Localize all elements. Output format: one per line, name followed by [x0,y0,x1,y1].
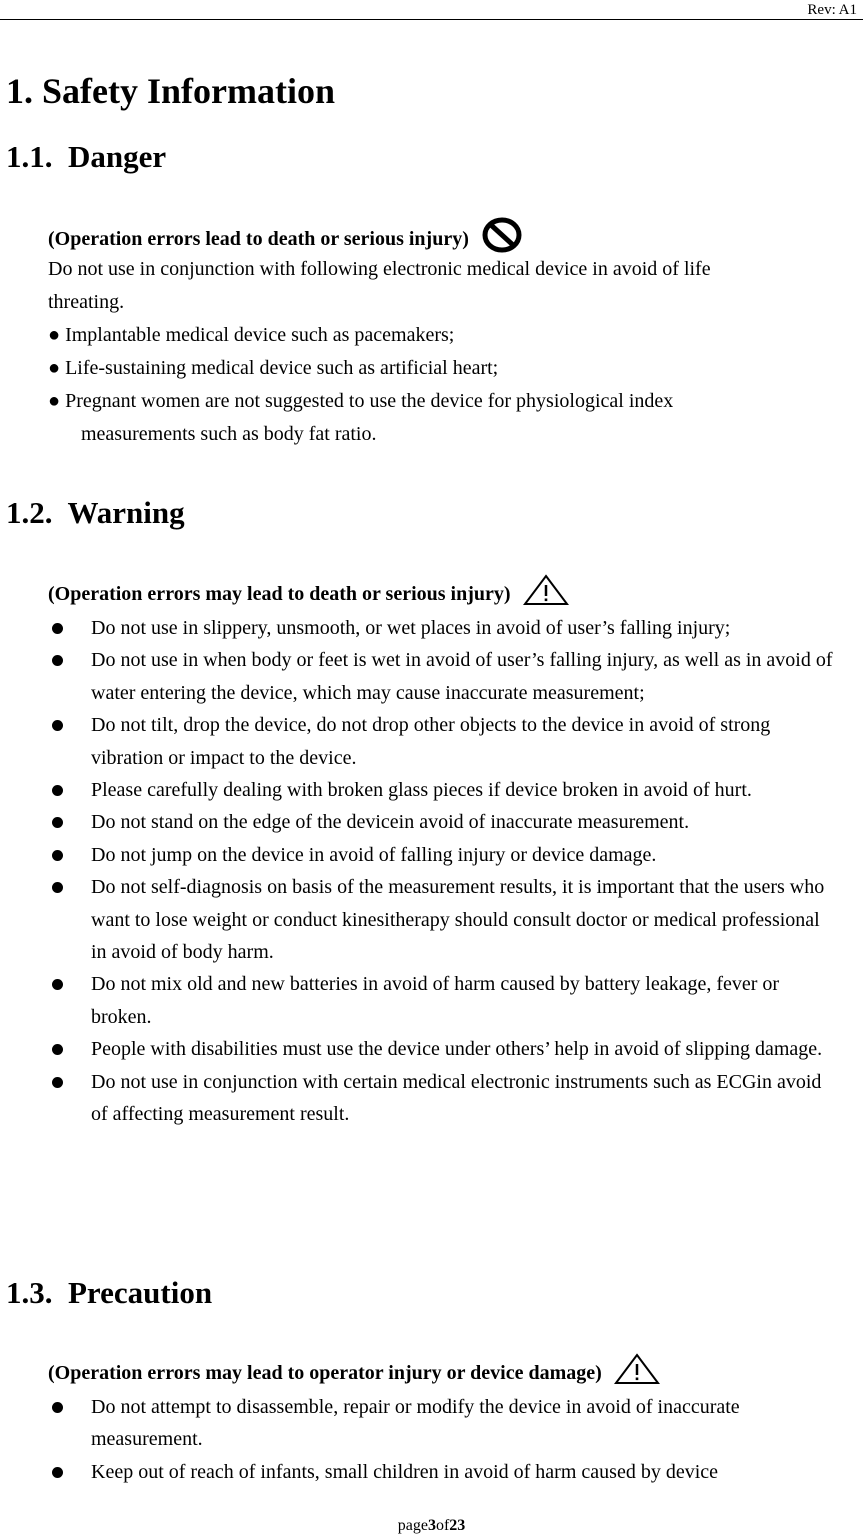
precaution-subheading [48,1352,660,1393]
danger-list-item: ● Life-sustaining medical device such as artificial heart; [48,357,499,379]
precaution-subheading-text: (Operation errors may lead to operator injury or device damage) [48,1361,602,1384]
total-pages: 23 [449,1517,466,1534]
precaution-list-item: Keep out of reach of infants, small children in avoid of harm caused by device [48,1456,838,1488]
warning-list-item: People with disabilities must use the device under others’ help in avoid of slipping damage. [48,1033,838,1065]
header-divider [0,19,863,20]
warning-list-item: Do not mix old and new batteries in avoid of harm caused by battery leakage, fever or broken. [48,968,838,1033]
bullet-icon [52,1402,63,1413]
precaution-list [48,1391,838,1488]
bullet-icon [52,1044,63,1055]
warning-subheading-text: (Operation errors may lead to death or serious injury) [48,582,511,605]
page-prefix: page [397,1517,428,1534]
warning-list-item: Please carefully dealing with broken glass pieces if device broken in avoid of hurt. [48,774,838,806]
bullet-icon [52,720,63,731]
revision-label: Rev: A1 [807,2,857,18]
bullet-icon [52,850,63,861]
warning-list-item: Do not stand on the edge of the devicein avoid of inaccurate measurement. [48,806,838,838]
danger-list-item-continuation: measurements such as body fat ratio. [81,423,377,445]
warning-triangle-icon [523,573,569,614]
bullet-icon [52,979,63,990]
danger-intro-line: threating. [48,291,125,313]
bullet-icon [52,785,63,796]
precaution-list-item: Do not attempt to disassemble, repair or modify the device in avoid of inaccurate measurement. [48,1391,838,1456]
bullet-icon [52,623,63,634]
page-footer [0,1516,863,1536]
bullet-icon [52,655,63,666]
bullet-icon [52,882,63,893]
bullet-icon [52,1077,63,1088]
bullet-icon [52,817,63,828]
warning-list-item: Do not tilt, drop the device, do not drop other objects to the device in avoid of strong vibration or impact to the device. [48,709,838,774]
danger-list-item: ● Implantable medical device such as pacemakers; [48,324,455,346]
danger-list-item: ● Pregnant women are not suggested to use the device for physiological index [48,390,674,412]
warning-list-item: Do not self-diagnosis on basis of the measurement results, it is important that the users who want to lose weight or conduct kinesitherapy should consult doctor or medical professional in avoid of body harm. [48,871,838,968]
warning-list-item: Do not use in conjunction with certain medical electronic instruments such as ECGin avoid of affecting measurement result. [48,1066,838,1131]
warning-list-item: Do not use in when body or feet is wet in avoid of user’s falling injury, as well as in avoid of water entering the device, which may cause inaccurate measurement; [48,644,838,709]
danger-body [48,253,838,451]
warning-triangle-icon [614,1352,660,1393]
warning-list-item: Do not jump on the device in avoid of falling injury or device damage. [48,839,838,871]
page-of-label: of [435,1517,450,1534]
warning-list [48,612,838,1131]
warning-list-item: Do not use in slippery, unsmooth, or wet places in avoid of user’s falling injury; [48,612,838,644]
document-title: 1. Safety Information [6,71,335,111]
section-heading-precaution: 1.3. Precaution [6,1275,213,1310]
page-number: 3 [427,1517,436,1534]
danger-subheading-text: (Operation errors lead to death or serious injury) [48,227,469,250]
bullet-icon [52,1467,63,1478]
danger-intro-line: Do not use in conjunction with following electronic medical device in avoid of life [48,258,711,280]
section-heading-danger: 1.1. Danger [6,139,167,174]
section-heading-warning: 1.2. Warning [6,495,185,530]
warning-subheading [48,573,569,614]
